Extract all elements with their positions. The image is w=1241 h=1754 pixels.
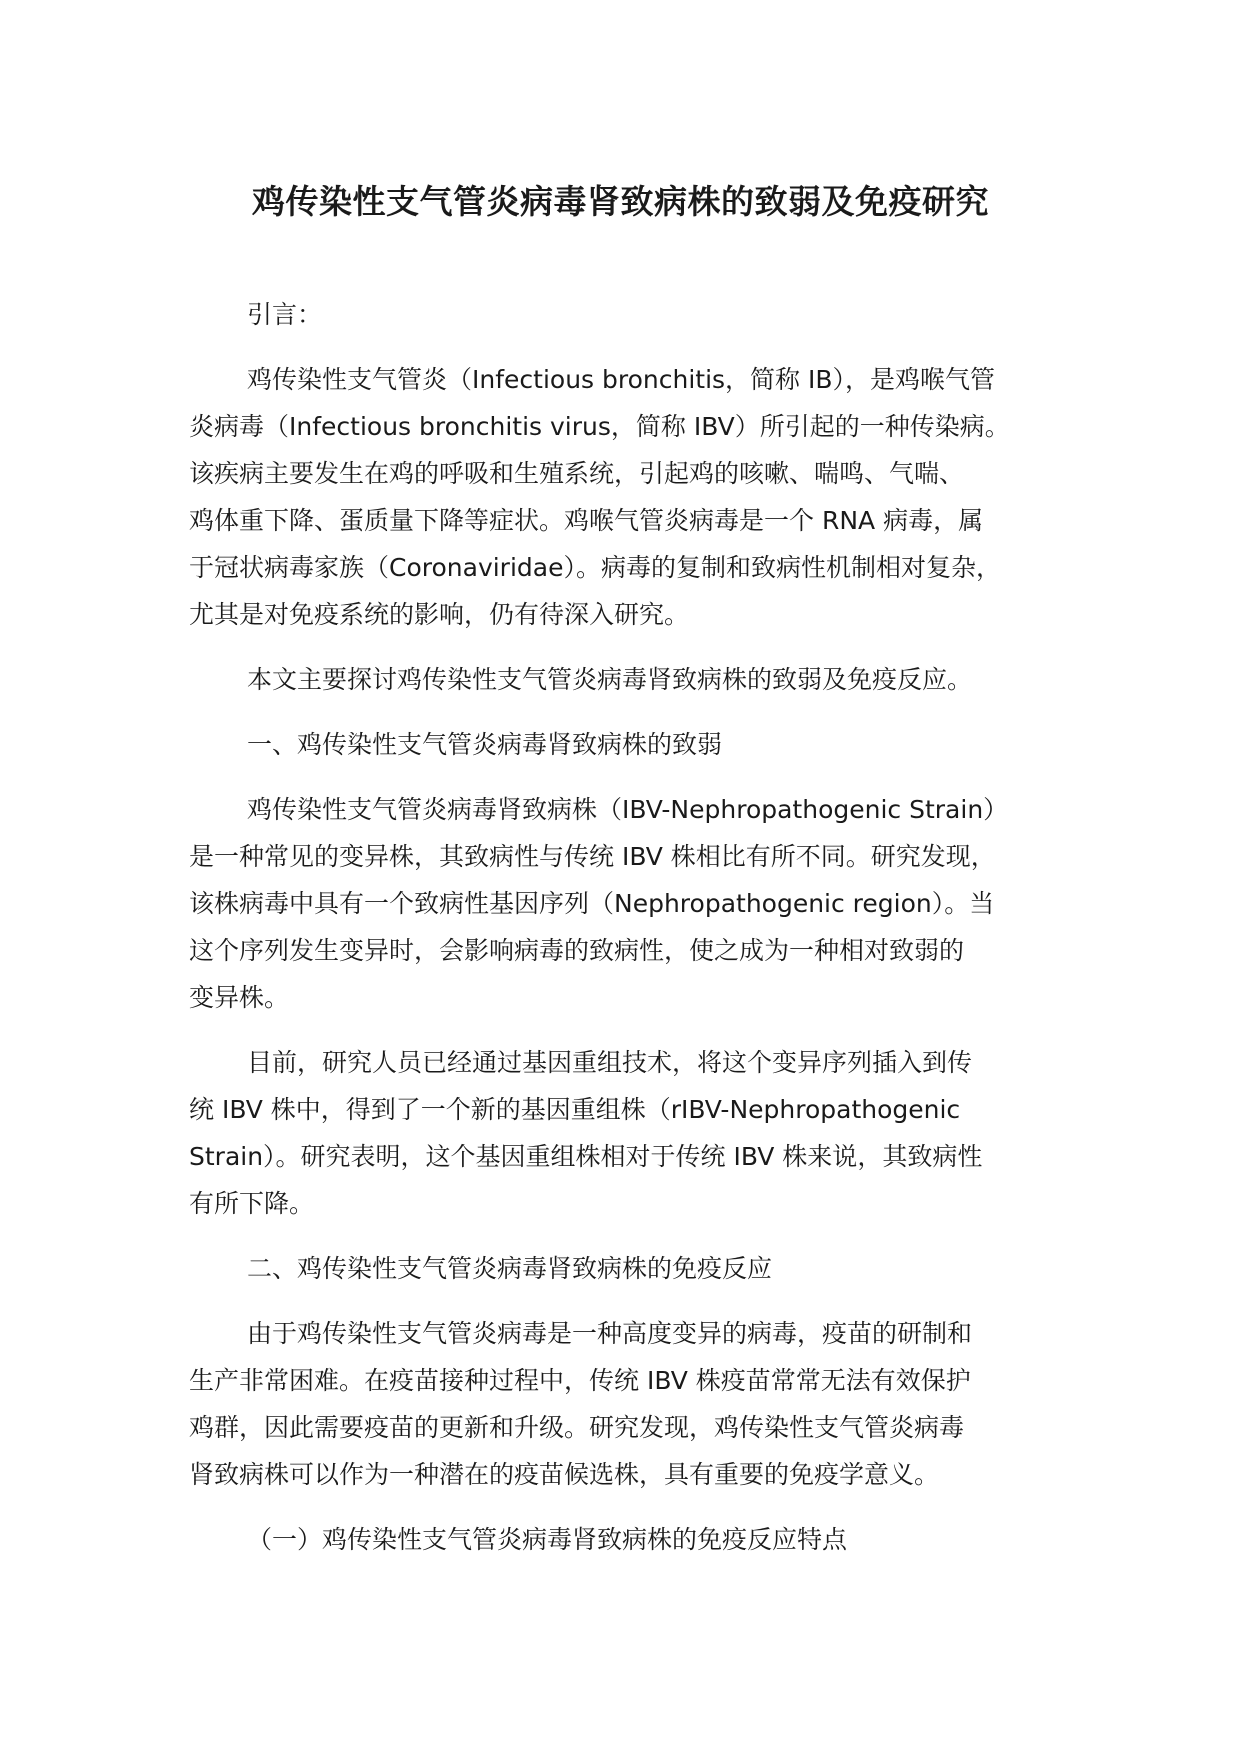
paragraph-line: 目前，研究人员已经通过基因重组技术，将这个变异序列插入到传 <box>247 1048 973 1077</box>
paragraph-line: 鸡传染性支气管炎（Infectious bronchitis，简称 IB），是鸡喉气管 <box>247 365 996 394</box>
paragraph-line: 是一种常见的变异株，其致病性与传统 IBV 株相比有所不同。研究发现， <box>189 842 996 871</box>
paragraph <box>189 1245 1089 1292</box>
paragraph-line: 该株病毒中具有一个致病性基因序列（Nephropathogenic region）。当 <box>189 889 995 918</box>
paragraph-line: 生产非常困难。在疫苗接种过程中，传统 IBV 株疫苗常常无法有效保护 <box>189 1366 971 1395</box>
paragraph-line: 鸡体重下降、蛋质量下降等症状。鸡喉气管炎病毒是一个 RNA 病毒，属 <box>189 506 984 535</box>
paragraph <box>189 1039 1089 1227</box>
paragraph-line: 尤其是对免疫系统的影响，仍有待深入研究。 <box>189 600 690 629</box>
paragraph <box>189 1516 1089 1563</box>
paragraph-line: 于冠状病毒家族（Coronaviridae）。病毒的复制和致病性机制相对复杂， <box>189 553 1001 582</box>
paragraph-line: 有所下降。 <box>189 1189 315 1218</box>
paragraph-list <box>189 356 1089 1563</box>
paragraph-line: 本文主要探讨鸡传染性支气管炎病毒肾致病株的致弱及免疫反应。 <box>247 665 973 694</box>
document-title: 鸡传染性支气管炎病毒肾致病株的致弱及免疫研究 <box>252 182 989 221</box>
paragraph-line: Strain）。研究表明，这个基因重组株相对于传统 IBV 株来说，其致病性 <box>189 1142 983 1171</box>
paragraph <box>189 721 1089 768</box>
paragraph-line: 统 IBV 株中，得到了一个新的基因重组株（rIBV-Nephropathogenic <box>189 1095 961 1124</box>
paragraph-line: 由于鸡传染性支气管炎病毒是一种高度变异的病毒，疫苗的研制和 <box>247 1319 973 1348</box>
paragraph-line: 一、鸡传染性支气管炎病毒肾致病株的致弱 <box>247 730 723 759</box>
paragraph-line: （一）鸡传染性支气管炎病毒肾致病株的免疫反应特点 <box>247 1525 848 1554</box>
paragraph-line: 二、鸡传染性支气管炎病毒肾致病株的免疫反应 <box>247 1254 773 1283</box>
document-body <box>189 291 1089 1563</box>
paragraph <box>189 1310 1089 1498</box>
paragraph <box>189 656 1089 703</box>
paragraph-line: 肾致病株可以作为一种潜在的疫苗候选株，具有重要的免疫学意义。 <box>189 1460 940 1489</box>
paragraph-line: 鸡传染性支气管炎病毒肾致病株（IBV-Nephropathogenic Strain） <box>247 795 1009 824</box>
paragraph <box>189 786 1089 1021</box>
paragraph-line: 该疾病主要发生在鸡的呼吸和生殖系统，引起鸡的咳嗽、喘鸣、气喘、 <box>189 459 965 488</box>
paragraph <box>189 356 1089 638</box>
paragraph-line: 这个序列发生变异时，会影响病毒的致病性，使之成为一种相对致弱的 <box>189 936 965 965</box>
paragraph-line: 鸡群，因此需要疫苗的更新和升级。研究发现，鸡传染性支气管炎病毒 <box>189 1413 965 1442</box>
paragraph-line: 变异株。 <box>189 983 290 1012</box>
intro-heading: 引言： <box>247 300 323 329</box>
paragraph-line: 炎病毒（Infectious bronchitis virus，简称 IBV）所引起的一种传染病。 <box>189 412 1010 441</box>
